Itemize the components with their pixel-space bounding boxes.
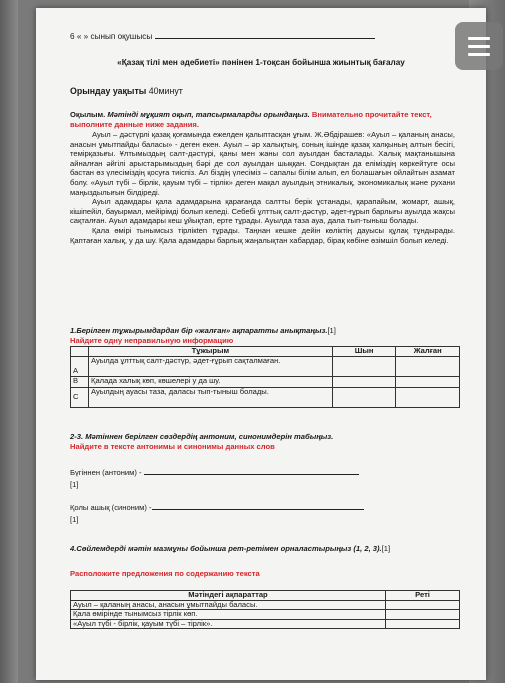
menu-bar: [468, 53, 490, 56]
paragraph-2: Ауыл адамдары қала адамдарына қарағанда салтты берік ұстанады, қарапайым, жомарт, ашық, кішіпейіл, бауырмал, мейірімді болып келеді. Себебі ұлттық салт-дәстүр, әдет-ғұрып барлығы ауылда жақсы сақталған. Ауыл адамдары кеш ұйықтап, ерте тұрады. Ауылда таза ауа, дала тып-тыныш болады.: [70, 197, 455, 226]
paragraph-3: Қала өмірі тынымсыз тірлікten тұрады. Таңнан кешке дейін көліктің дауысы құлақ тұндырады. Қаптаған халық, у да шу. Қала адамдары барлық жаңалықтан хабардар, бірақ көбіне өзімшіл болып келеді.: [70, 225, 455, 245]
q4-header-info: Мәтіндегі ақпараттар: [71, 591, 386, 601]
order-cell[interactable]: [386, 619, 460, 629]
answer-true-cell[interactable]: [332, 387, 396, 407]
name-underline: [155, 38, 375, 39]
q4-title: 4.Сөйлемдерді мәтін мазмұны бойынша рет-ретімен орналастырыңыз (1, 2, 3).[1]: [70, 544, 391, 553]
order-cell[interactable]: [386, 600, 460, 610]
q1-header-false: Жалған: [396, 347, 460, 357]
table-row: [71, 610, 460, 620]
table-row: [71, 356, 460, 376]
row-text: Ауылдың ауасы таза, даласы тып-тыныш болады.: [89, 387, 333, 407]
q3-line: Қолы ашық (синоним) -: [70, 503, 364, 513]
time-line: Орындау уақыты 40минут: [70, 86, 183, 96]
q4-header-order: Реті: [386, 591, 460, 601]
reading-text: [70, 130, 455, 245]
q1-table: [70, 346, 460, 408]
q3-points: [1]: [70, 515, 79, 524]
q2-points: [1]: [70, 480, 79, 489]
row-text: «Ауыл түбі - бірлік, қауым түбі – тірлік».: [71, 619, 386, 629]
answer-line-synonym[interactable]: [152, 509, 364, 510]
document-title: «Қазақ тілі мен әдебиеті» пәнінен 1-тоқсан бойынша жиынтық бағалау: [117, 58, 405, 67]
menu-bar: [468, 45, 490, 48]
task-intro: Оқылым. Мәтінді мұқият оқып, тапсырмаларды орындаңыз. Внимательно прочитайте текст, выполните данные ниже задания.: [70, 110, 432, 129]
q1-title: 1.Берілген тұжырымдардан бір «жалған» ақпаратты анықтаңыз.[1]: [70, 326, 336, 335]
answer-true-cell[interactable]: [332, 356, 396, 376]
row-letter: B: [71, 376, 89, 387]
answer-false-cell[interactable]: [396, 376, 460, 387]
menu-bar: [468, 37, 490, 40]
row-text: Ауыл – қаланың анасы, анасын ұмытпайды баласы.: [71, 600, 386, 610]
row-text: Ауылда ұлттық салт-дәстүр, әдет-ғұрып сақталмаған.: [89, 356, 333, 376]
answer-false-cell[interactable]: [396, 356, 460, 376]
q4-ru: Расположите предложения по содержанию текста: [70, 569, 260, 578]
q2-line: Бүгіннен (антоним) -: [70, 468, 359, 478]
q23-title: 2-3. Мәтіннен берілген сөздердің антоним, синонимдерін табыңыз.: [70, 432, 334, 441]
row-text: Қалада халық көп, көшелері у да шу.: [89, 376, 333, 387]
table-row: [71, 619, 460, 629]
q1-header-true: Шын: [332, 347, 396, 357]
row-letter: A: [71, 356, 89, 376]
table-row: [71, 376, 460, 387]
answer-true-cell[interactable]: [332, 376, 396, 387]
q23-ru: Найдите в тексте антонимы и синонимы данных слов: [70, 442, 275, 451]
paragraph-1: Ауыл – дәстүрлі қазақ қоғамында ежелден қалыптасқан ұғым. Ж.Әбдірашев: «Ауыл – қаланың анасы, анасын ұмытпайды баласы» - деген екен. Ауыл – әр халықтың, соның ішінде қазақ халқының алтын бесігі, темірқазығы. Ұлтымыздың салт-дәстүрі, қаны мен жаны сол ауылдан басталады. Халық мақтанышына айналған әйгілі арыстарымыздың бәрі де сол ауылдан шыққан. Сондықтан да еліміздің көркейтуге осы бастан өз үлесіміздің қосуға тиіспіз. Ал біздің үлесіміз – сапалы білім алып, ел болашағын ойлайтын азамат болу. «Ауыл түбі – бірлік, қауым түбі – тірлік» деген мақал ауылдың этникалық, экономикалық және рухани маңыздылығын білдіреді.: [70, 130, 455, 197]
q1-header-statement: Тұжырым: [89, 347, 333, 357]
answer-line-antonym[interactable]: [144, 474, 359, 475]
table-row: [71, 387, 460, 407]
hamburger-menu-icon[interactable]: [455, 22, 503, 70]
document-page: [36, 8, 486, 680]
row-text: Қала өмірінде тынымсыз тірлік көп.: [71, 610, 386, 620]
order-cell[interactable]: [386, 610, 460, 620]
answer-false-cell[interactable]: [396, 387, 460, 407]
q1-ru: Найдите одну неправильную информацию: [70, 336, 234, 345]
row-letter: C: [71, 387, 89, 407]
q4-table: [70, 590, 460, 629]
header-line: 6 « » сынып оқушысы: [70, 32, 375, 43]
background-left: [0, 0, 18, 683]
